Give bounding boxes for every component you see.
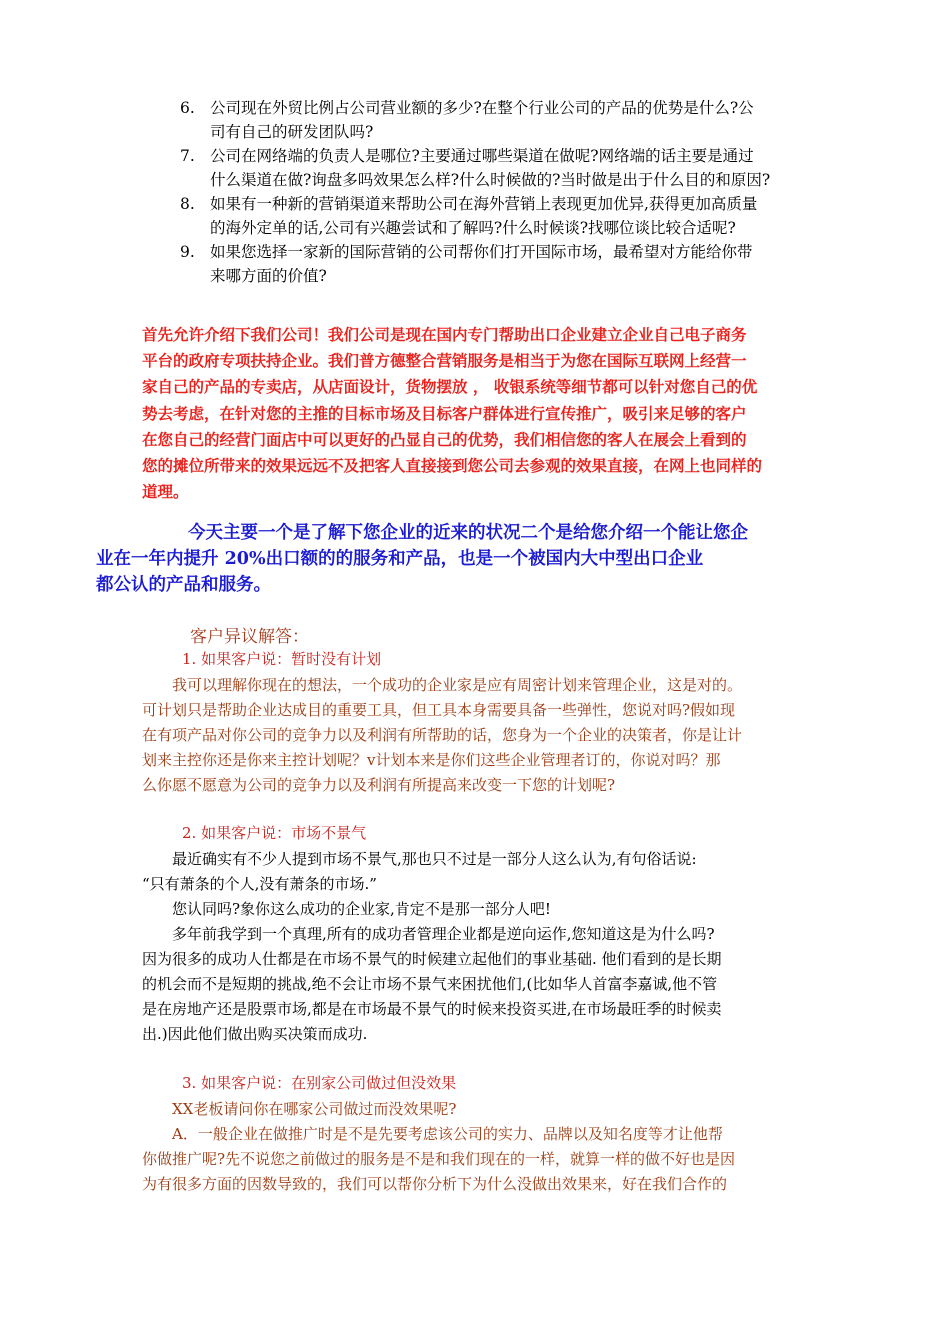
- item-text: 如果您选择一家新的国际营销的公司帮你们打开国际市场，最希望对方能给你带 来哪方面的价值?: [210, 243, 753, 285]
- objection-heading: 客户异议解答：: [190, 627, 309, 647]
- list-item: [142, 240, 822, 288]
- section-body: 最近确实有不少人提到市场不景气,那也只不过是一部分人这么认为,有句俗话说: “只有萧条的个人,没有萧条的市场.” 您认同吗?象你这么成功的企业家,肯定不是那一部分人吧! 多年前我学到一个真理,所有的成功者管理企业都是逆向运作,您知道这是为什么吗? 因为很多的成功人仕都是在市场不景气的时候建立起他们的事业基础. 他们看到的是长期 的机会而不是短期的挑战,绝不会让市场不景气来困扰他们,(比如华人首富李嘉诚,他不管 是在房地产还是股票市场,都是在市场最不景气的时候来投资买进,在市场最旺季的时候卖 出.)因此他们做出购买决策而成功.: [142, 850, 722, 1043]
- section-title: 2. 如果客户说：市场不景气: [182, 824, 367, 842]
- item-number: 7.: [180, 147, 195, 165]
- today-purpose-paragraph: 今天主要一个是了解下您企业的近来的状况二个是给您介绍一个能让您企 业在一年内提升 20%出口额的的服务和产品，也是一个被国内大中型出口企业 都公认的产品和服务。: [96, 523, 748, 595]
- company-intro-paragraph: 首先允许介绍下我们公司！我们公司是现在国内专门帮助出口企业建立企业自己电子商务 平台的政府专项扶持企业。我们普方德整合营销服务是相当于为您在国际互联网上经营一 家自己的产品的专卖店，从店面设计，货物摆放 ， 收银系统等细节都可以针对您自己的优 势去考虑，在针对您的主推的目标市场及目标客户群体进行宣传推广，吸引来足够的客户 在您自己的经营门面店中可以更好的凸显自己的优势，我们相信您的客人在展会上看到的 您的摊位所带来的效果远远不及把客人直接接到您公司去参观的效果直接，在网上也同样的 道理。: [142, 325, 763, 502]
- item-text: 如果有一种新的营销渠道来帮助公司在海外营销上表现更加优异,获得更加高质量 的海外定单的话,公司有兴趣尝试和了解吗?什么时候谈?找哪位谈比较合适呢?: [210, 195, 758, 237]
- list-item: [142, 96, 822, 144]
- section-body: XX老板请问你在哪家公司做过而没效果呢? A．一般企业在做推广时是不是先要考虑该公司的实力、品牌以及知名度等才让他帮 你做推广呢?先不说您之前做过的服务是不是和我们现在的一样，就算一样的做不好也是因 为有很多方面的因数导致的，我们可以帮你分析下为什么没做出效果来，好在我们合作的: [142, 1100, 736, 1193]
- item-number: 9.: [180, 243, 195, 261]
- section-title: 3. 如果客户说：在别家公司做过但没效果: [182, 1074, 457, 1092]
- list-item: [142, 192, 822, 240]
- item-number: 6.: [180, 99, 195, 117]
- item-text: 公司现在外贸比例占公司营业额的多少?在整个行业公司的产品的优势是什么?公 司有自己的研发团队吗?: [210, 99, 754, 141]
- section-body: 我可以理解你现在的想法，一个成功的企业家是应有周密计划来管理企业，这是对的。 可计划只是帮助企业达成目的重要工具，但工具本身需要具备一些弹性，您说对吗?假如现 在有项产品对你公司的竞争力以及利润有所帮助的话，您身为一个企业的决策者，你是让计 划来主控你还是你来主控计划呢？v计划本来是你们这些企业管理者订的，你说对吗？那 么你愿不愿意为公司的竞争力以及利润有所提高来改变一下您的计划呢?: [142, 676, 743, 794]
- question-list: [142, 96, 822, 288]
- section-title: 1. 如果客户说：暂时没有计划: [182, 650, 382, 668]
- item-number: 8.: [180, 195, 195, 213]
- list-item: [142, 144, 822, 192]
- item-text: 公司在网络端的负责人是哪位?主要通过哪些渠道在做呢?网络端的话主要是通过 什么渠道在做?询盘多吗效果怎么样?什么时候做的?当时做是出于什么目的和原因?: [210, 147, 771, 189]
